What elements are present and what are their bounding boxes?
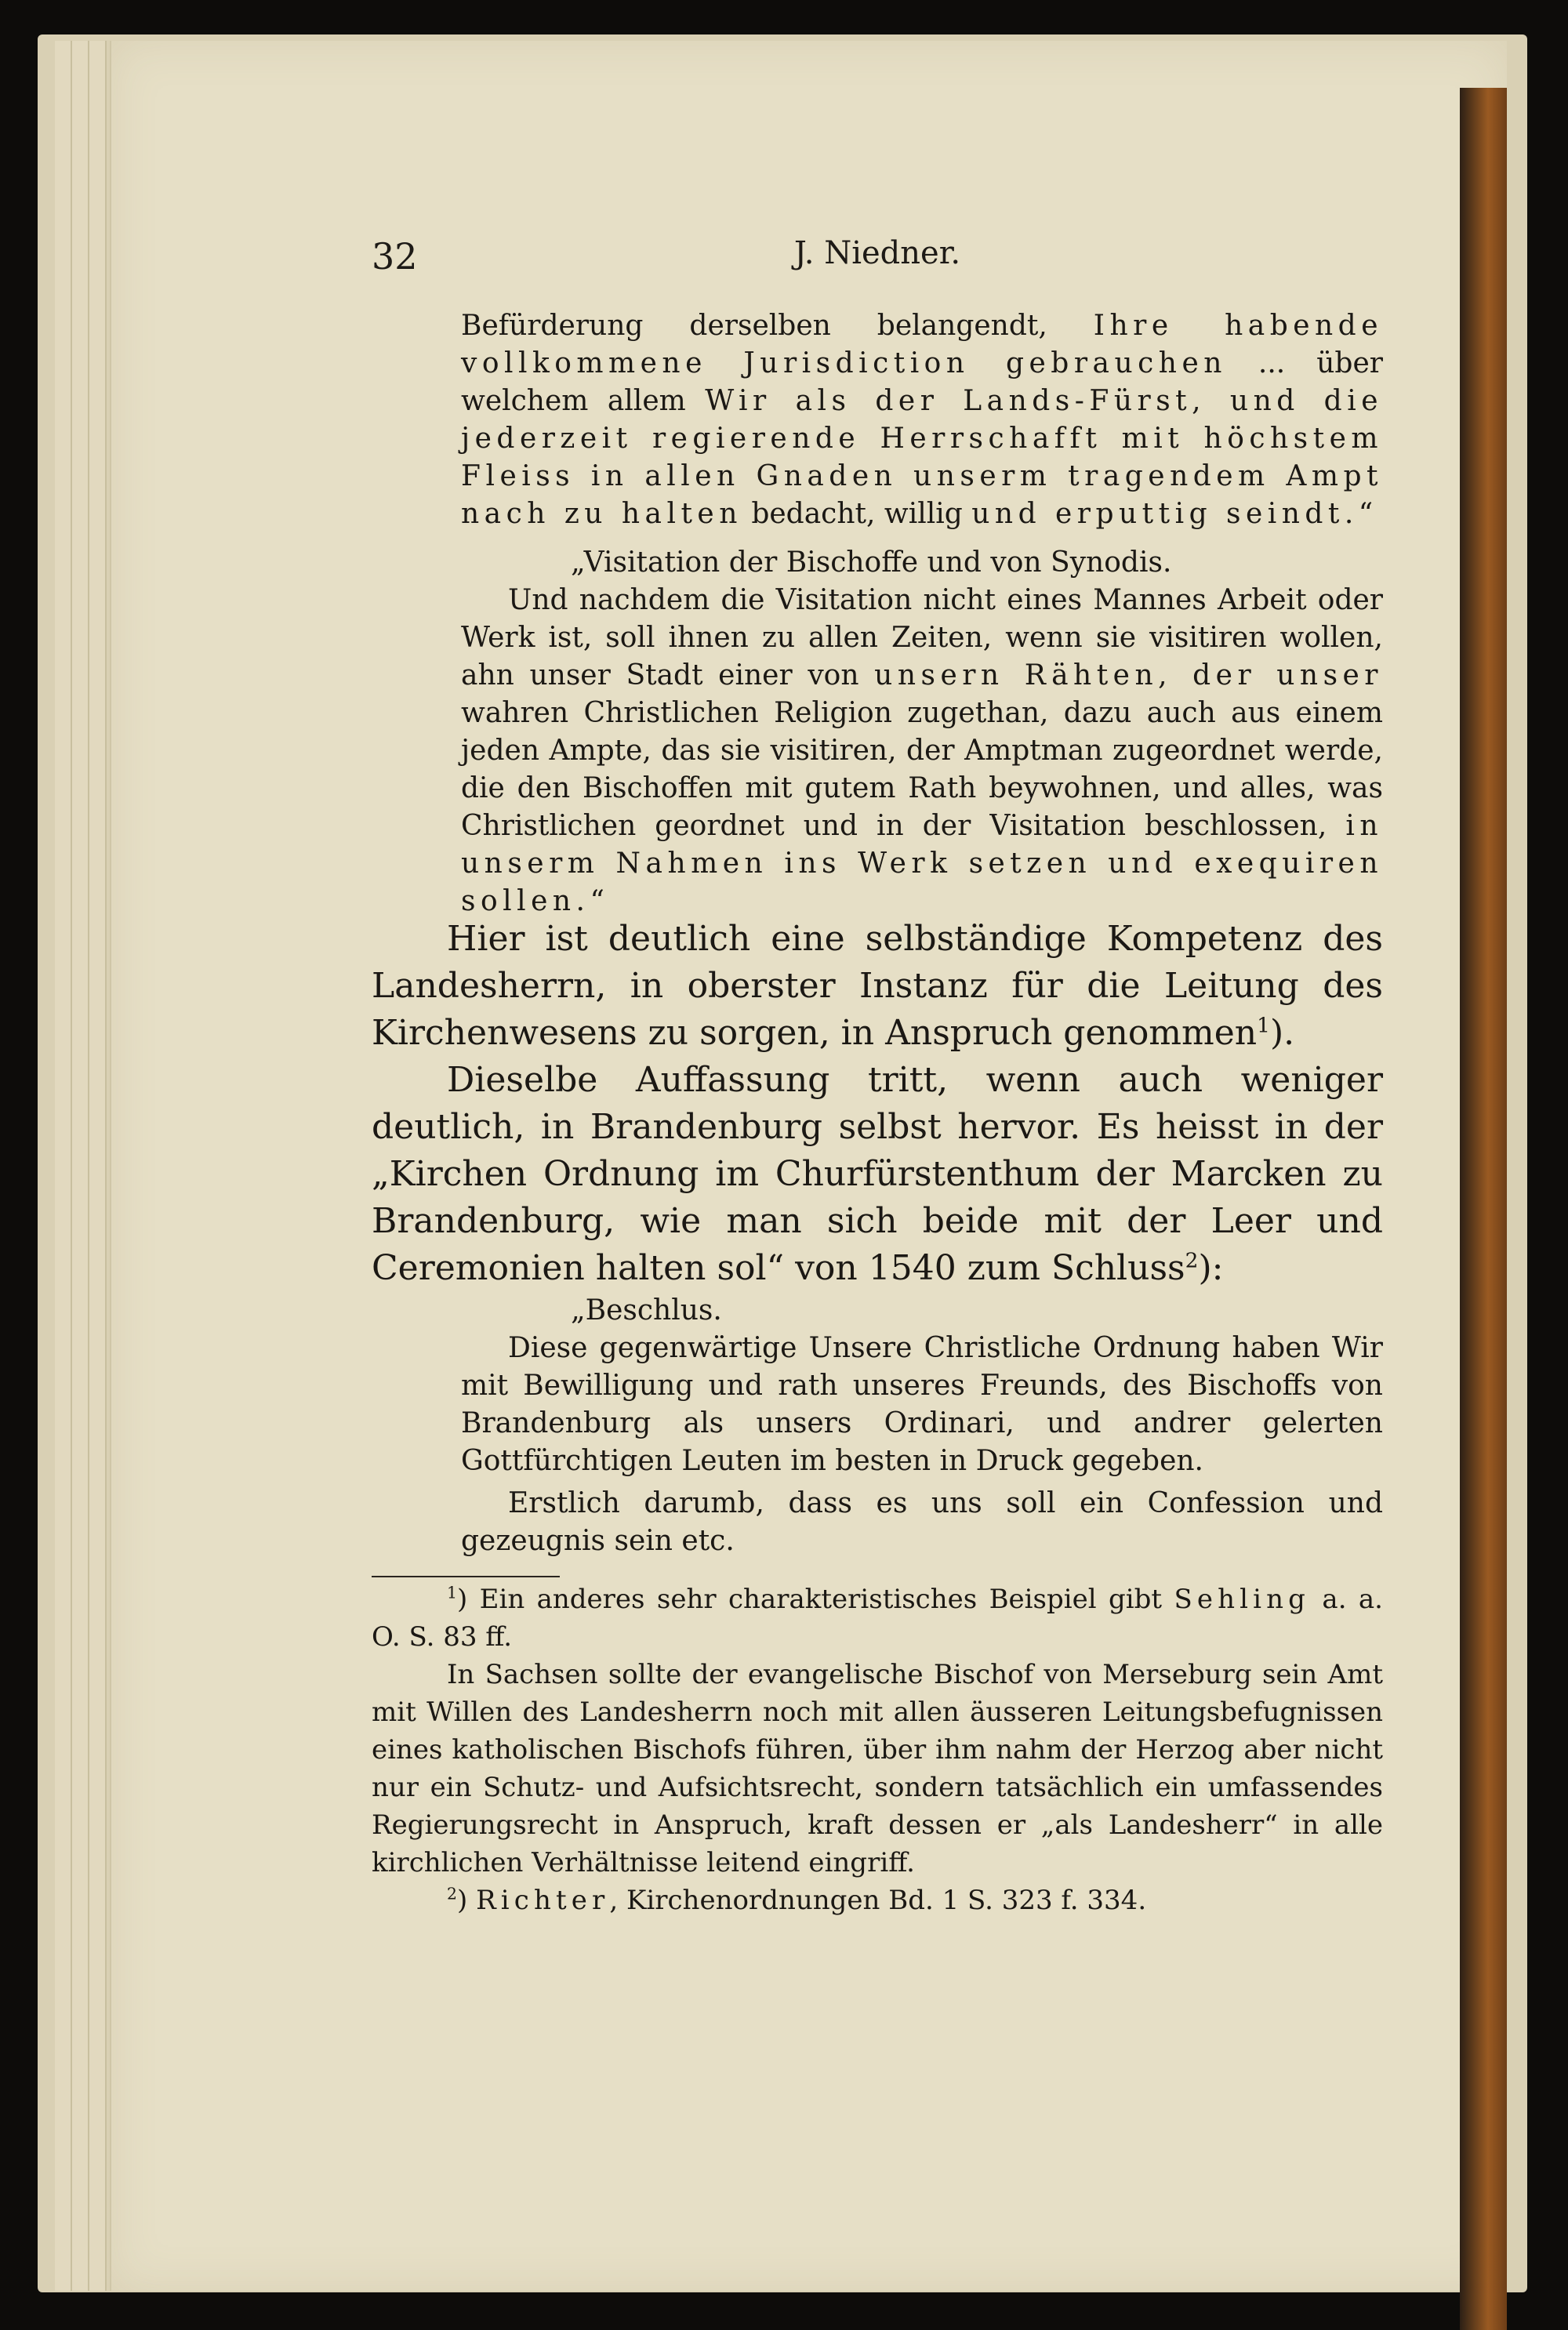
- quote-text: Und nachdem die Visitation nicht eines Mannes Arbeit oder Werk ist, soll ihnen zu allen Zeiten, wenn sie visitiren wollen, ahn unser Stadt einer von: [461, 584, 1383, 691]
- quote-paragraph: Erstlich darumb, dass es uns soll ein Confession und gezeugnis sein etc.: [461, 1487, 1383, 1557]
- body-text: [372, 916, 1383, 1292]
- quote-text: wahren Christlichen Religion zugethan, dazu auch aus einem jeden Ampte, das sie visitiren, der Amptman zugeordnet werde, die den Bischoffen mit gutem Rath beywohnen, und alles, was Christlichen geordnet und in der Visitation beschlossen,: [461, 697, 1383, 842]
- page-edge: [55, 41, 72, 2291]
- running-header: [372, 235, 1383, 282]
- footnote-text: ) Ein anderes sehr charakteristisches Beispiel gibt: [456, 1584, 1174, 1615]
- spaced-text: in unserm Nahmen ins Werk setzen und exequiren sollen.“: [461, 810, 1383, 917]
- footnote-ref: 1: [1257, 1013, 1270, 1038]
- running-title: J. Niedner.: [793, 235, 961, 271]
- quote-heading: „Visitation der Bischoffe und von Synodis.: [571, 546, 1172, 579]
- footnote-1-continued: In Sachsen sollte der evangelische Bischof von Merseburg sein Amt mit Willen des Landesherrn noch mit allen äusseren Leitungsbefugnissen eines katholischen Bischofs führen, über ihm nahm der Herzog aber nicht nur ein Schutz- und Aufsichtsrecht, sondern tatsächlich ein umfassendes Regierungsrecht in Anspruch, kraft dessen er „als Landesherr“ in alle kirchlichen Verhältnisse leitend eingriff.: [372, 1659, 1383, 1878]
- footnote-2: [372, 1882, 1383, 1919]
- body-text-run: ):: [1198, 1248, 1224, 1288]
- page-edge: [89, 41, 107, 2291]
- quote-heading: „Beschlus.: [571, 1294, 722, 1327]
- body-paragraph: [372, 1057, 1383, 1292]
- quote-text: Befürderung derselben belangendt,: [461, 310, 1094, 342]
- binding-shadow: [1460, 88, 1507, 2330]
- footnotes: [372, 1581, 1383, 1919]
- spaced-text: Sehling: [1174, 1584, 1311, 1615]
- quote-text: ... über welchem allem: [461, 347, 1383, 417]
- block-quote-1: [461, 307, 1383, 920]
- body-paragraph: [372, 916, 1383, 1057]
- block-quote-2: [461, 1292, 1383, 1560]
- footnote-marker: 2: [447, 1884, 457, 1904]
- quote-paragraph: [461, 307, 1383, 533]
- footnote-marker: 1: [447, 1583, 457, 1602]
- footnote-ref: 2: [1185, 1248, 1199, 1273]
- footnote-rule: [372, 1576, 560, 1577]
- body-text-run: ).: [1269, 1013, 1295, 1053]
- spaced-text: Richter: [476, 1885, 610, 1916]
- quote-paragraph: Diese gegenwärtige Unsere Christliche Ordnung haben Wir mit Bewilligung und rath unseres Freunds, des Bischoffs von Brandenburg als unsers Ordinari, und andrer gelerten Gottfürchtigen Leuten im besten in Druck gegeben.: [461, 1332, 1383, 1477]
- spaced-text: Wir als der Lands-Fürst, und die jederzeit regierende Herrschafft mit höchstem Fleiss in allen Gnaden unserm tragendem Ampt nach zu halten: [461, 385, 1383, 530]
- page-edge: [72, 41, 89, 2291]
- spaced-text: unsern Rähten, der unser: [874, 659, 1384, 691]
- body-text-run: Hier ist deutlich eine selbständige Kompetenz des Landesherrn, in oberster Instanz für die Leitung des Kirchenwesens zu sorgen, in Anspruch genommen: [372, 919, 1383, 1053]
- footnote-text: , Kirchenordnungen Bd. 1 S. 323 f. 334.: [609, 1885, 1147, 1916]
- page-number: 32: [372, 235, 418, 278]
- footnote-1: [372, 1581, 1383, 1656]
- quote-paragraph: [461, 582, 1383, 920]
- spaced-text: und erputtig seindt.“: [971, 498, 1378, 530]
- body-text-run: Dieselbe Auffassung tritt, wenn auch weniger deutlich, in Brandenburg selbst hervor. Es heisst in der „Kirchen Ordnung im Churfürstenthum der Marcken zu Brandenburg, wie man sich beide mit der Leer und Ceremonien halten sol“ von 1540 zum Schluss: [372, 1060, 1383, 1288]
- spaced-text: Ihre habende vollkommene Jurisdiction gebrauchen: [461, 310, 1383, 379]
- quote-text: bedacht, willig: [742, 498, 972, 530]
- footnote-text: ): [456, 1885, 477, 1916]
- footnote-text: a. a. O. S. 83 ff.: [372, 1584, 1383, 1653]
